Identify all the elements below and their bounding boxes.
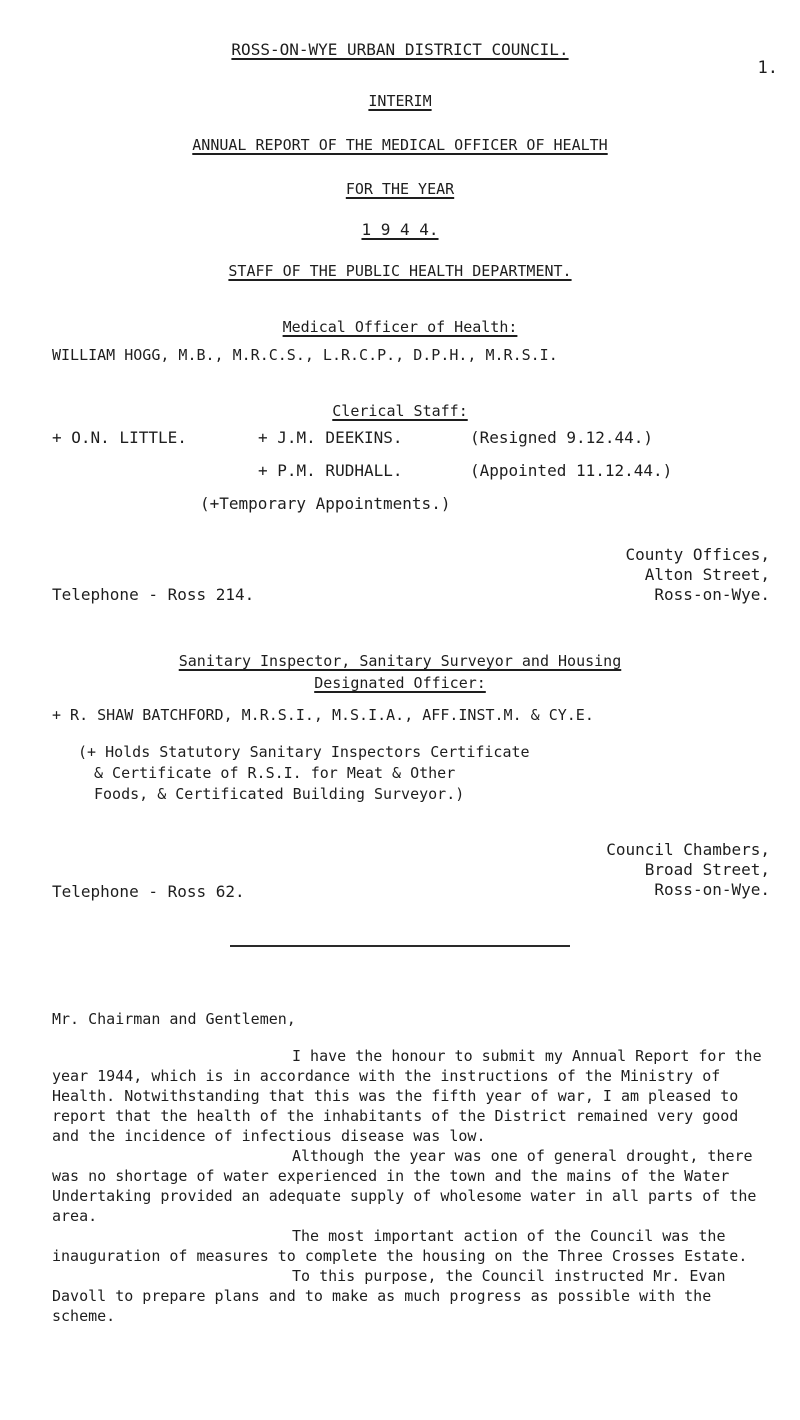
- interim-label: INTERIM: [368, 92, 432, 110]
- qualification-line: & Certificate of R.S.I. for Meat & Other: [94, 764, 456, 782]
- clerical-staff-3: + P.M. RUDHALL.: [258, 461, 403, 480]
- telephone-2: Telephone - Ross 62.: [52, 882, 245, 901]
- for-the-year: FOR THE YEAR: [345, 180, 455, 198]
- letter-body: [52, 1046, 772, 1326]
- clerical-heading: Clerical Staff:: [332, 402, 468, 420]
- clerical-staff-2: + J.M. DEEKINS.: [258, 428, 403, 447]
- page-number: 1.: [757, 58, 778, 78]
- report-title: ANNUAL REPORT OF THE MEDICAL OFFICER OF HEALTH: [192, 136, 608, 154]
- sanitary-heading-2: Designated Officer:: [314, 674, 486, 692]
- telephone-1: Telephone - Ross 214.: [52, 585, 255, 604]
- qualification-line: (+ Holds Statutory Sanitary Inspectors Certificate: [78, 743, 530, 761]
- council-title: ROSS-ON-WYE URBAN DISTRICT COUNCIL.: [231, 40, 569, 59]
- temporary-note: (+Temporary Appointments.): [200, 494, 451, 513]
- address-line: Alton Street,: [644, 565, 770, 584]
- clerical-staff-1: + O.N. LITTLE.: [52, 428, 187, 447]
- clerical-staff-2-note: (Resigned 9.12.44.): [470, 428, 654, 447]
- staff-heading: STAFF OF THE PUBLIC HEALTH DEPARTMENT.: [228, 262, 572, 280]
- paragraph: To this purpose, the Council instructed Mr. Evan Davoll to prepare plans and to make as much progress as possible with the scheme.: [52, 1267, 726, 1325]
- address-line: Broad Street,: [644, 860, 770, 879]
- sanitary-inspector-name: + R. SHAW BATCHFORD, M.R.S.I., M.S.I.A., AFF.INST.M. & CY.E.: [52, 706, 594, 724]
- address-county-offices: [470, 545, 770, 605]
- mo-name: WILLIAM HOGG, M.B., M.R.C.S., L.R.C.P., D.P.H., M.R.S.I.: [52, 346, 558, 364]
- paragraph: Although the year was one of general drought, there was no shortage of water experienced in the town and the mains of the Water Undertaking provided an adequate supply of wholesome water in all parts of the area.: [52, 1147, 757, 1225]
- report-year: 1 9 4 4.: [361, 220, 439, 239]
- address-line: Ross-on-Wye.: [654, 585, 770, 604]
- paragraph: I have the honour to submit my Annual Report for the year 1944, which is in accordance with the instructions of the Ministry of Health. Notwithstanding that this was the fifth year of war, I am pleased to report that the health of the inhabitants of the District remained very good and the incidence of infectious disease was low.: [52, 1047, 762, 1145]
- clerical-staff-3-note: (Appointed 11.12.44.): [470, 461, 673, 480]
- qualification-line: Foods, & Certificated Building Surveyor.): [94, 785, 465, 803]
- address-line: County Offices,: [625, 545, 770, 564]
- salutation: Mr. Chairman and Gentlemen,: [52, 1010, 296, 1028]
- section-divider: [230, 945, 570, 947]
- paragraph: The most important action of the Council was the inauguration of measures to complete the housing on the Three Crosses Estate.: [52, 1227, 748, 1265]
- sanitary-heading-1: Sanitary Inspector, Sanitary Surveyor and Housing: [178, 652, 622, 670]
- sanitary-qualifications: [78, 742, 530, 805]
- address-council-chambers: [470, 840, 770, 900]
- address-line: Ross-on-Wye.: [654, 880, 770, 899]
- address-line: Council Chambers,: [606, 840, 770, 859]
- mo-heading: Medical Officer of Health:: [282, 318, 518, 336]
